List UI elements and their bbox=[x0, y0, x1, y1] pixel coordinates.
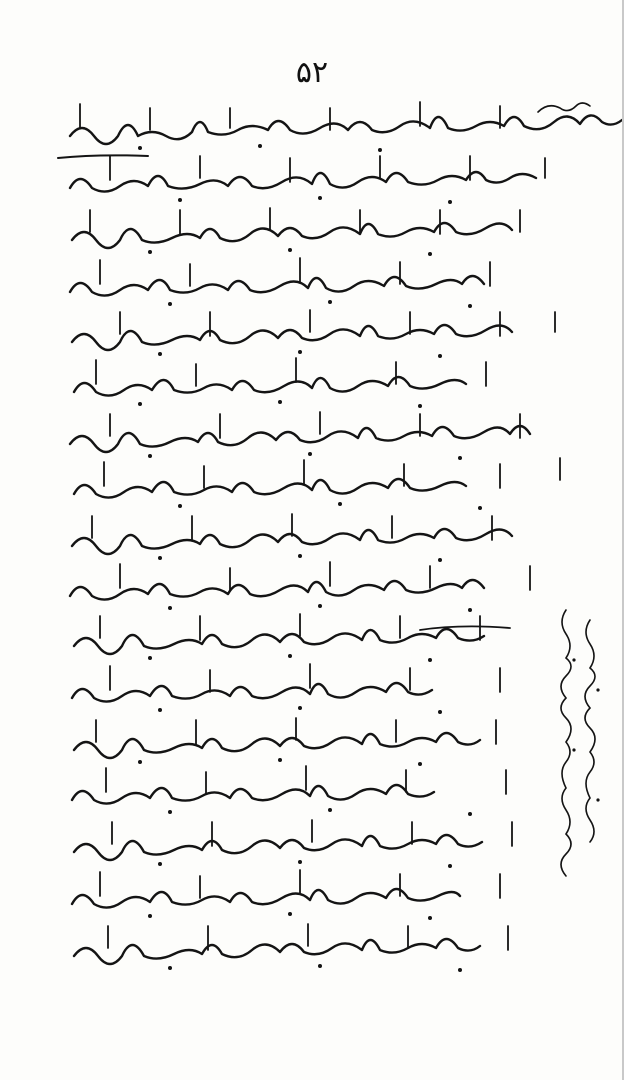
manuscript-line-12 bbox=[72, 664, 500, 702]
superscript-note bbox=[538, 103, 590, 112]
manuscript-line-11 bbox=[74, 614, 510, 654]
manuscript-line-10 bbox=[70, 562, 530, 600]
margin-note bbox=[552, 600, 612, 910]
manuscript-line-8 bbox=[74, 458, 560, 498]
manuscript-line-6 bbox=[74, 358, 486, 396]
manuscript-line-2 bbox=[70, 156, 545, 192]
manuscript-line-15 bbox=[74, 820, 512, 860]
manuscript-line-1 bbox=[70, 102, 622, 144]
manuscript-line-17 bbox=[74, 924, 508, 964]
manuscript-line-5 bbox=[72, 310, 555, 350]
manuscript-line-7 bbox=[70, 412, 530, 452]
manuscript-line-13 bbox=[74, 718, 496, 758]
page-number: ۵۲ bbox=[295, 55, 329, 90]
manuscript-line-4 bbox=[70, 258, 490, 296]
manuscript-line-9 bbox=[72, 514, 512, 554]
manuscript-line-3 bbox=[72, 208, 520, 248]
manuscript-line-14 bbox=[72, 766, 506, 804]
manuscript-line-16 bbox=[72, 870, 500, 908]
